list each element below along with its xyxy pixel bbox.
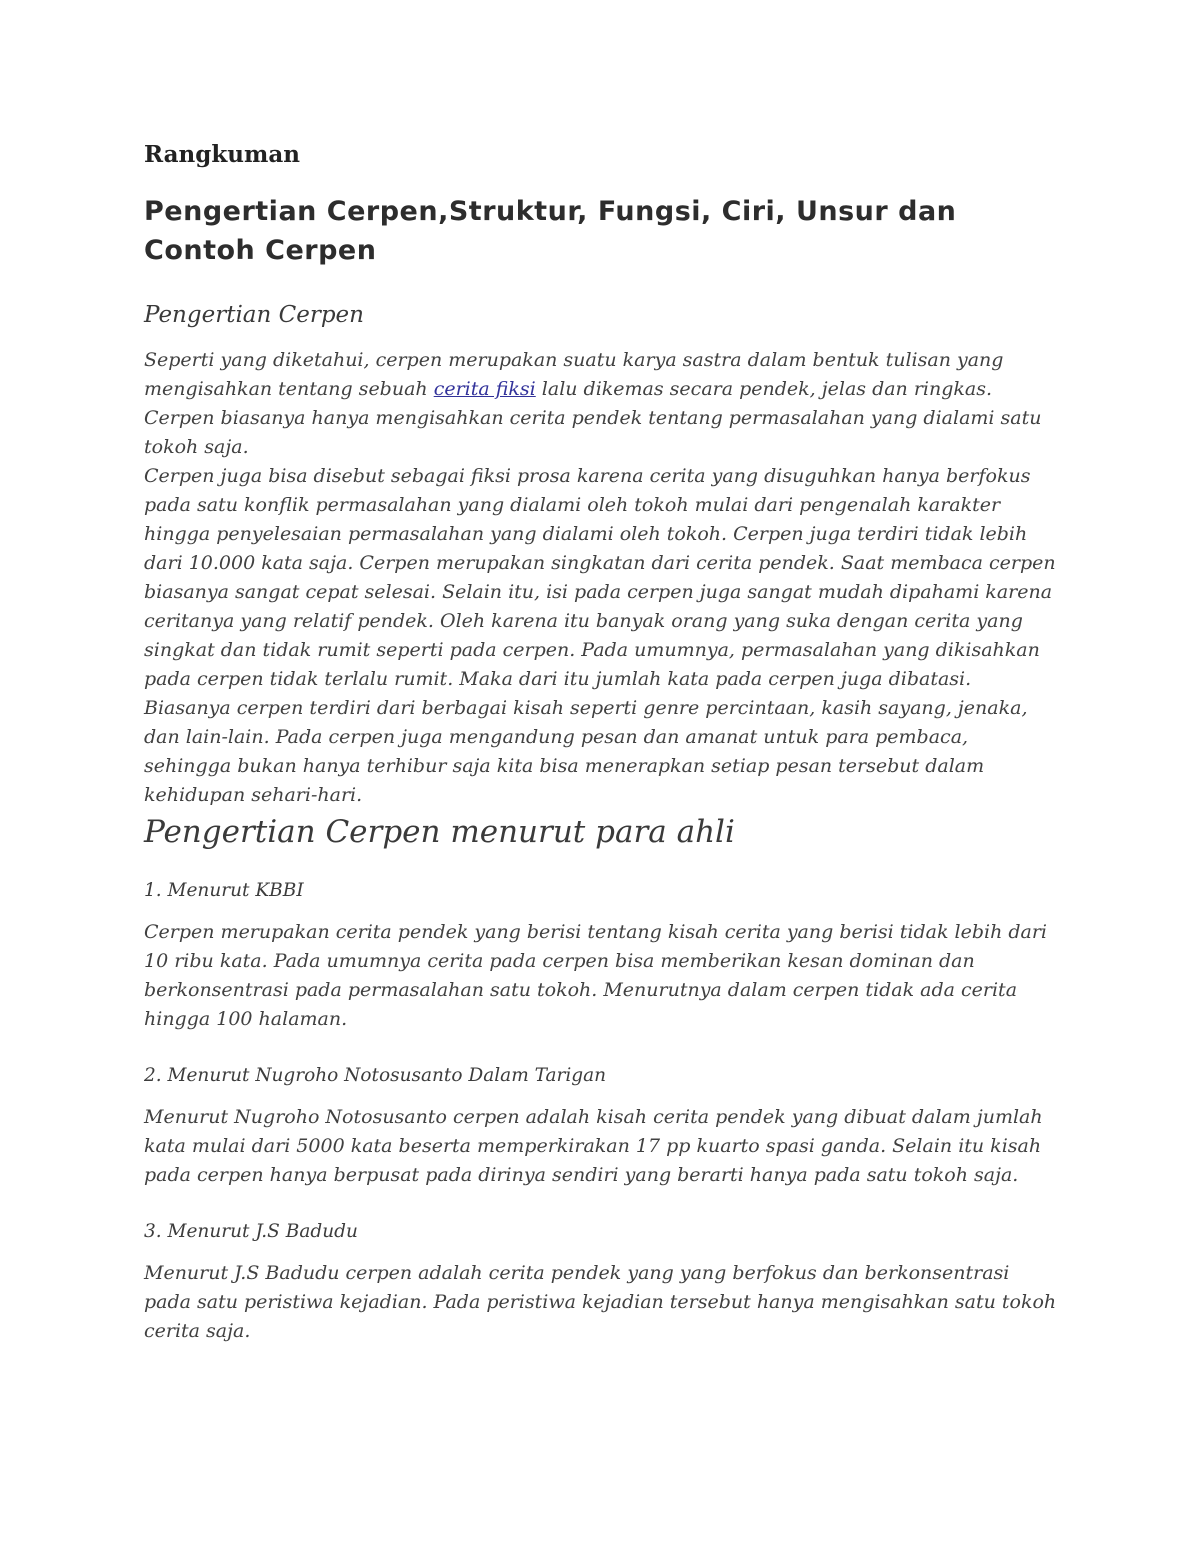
expert-section-nugroho [144, 1065, 1058, 1190]
expert-paragraph-kbbi: Cerpen merupakan cerita pendek yang berisi tentang kisah cerita yang berisi tidak lebih dari 10 ribu kata. Pada umumnya cerita pada cerpen bisa memberikan kesan dominan dan berkonsentrasi pada permasalahan satu tokoh. Menurutnya dalam cerpen tidak ada cerita hingga 100 halaman. [144, 921, 1048, 1031]
overview-paragraph: Cerpen juga bisa disebut sebagai fiksi prosa karena cerita yang disuguhkan hanya berfokus pada satu konflik permasalahan yang dialami oleh tokoh mulai dari pengenalah karakter hingga penyelesaian permasalahan yang dialami oleh tokoh. Cerpen juga terdiri tidak lebih dari 10.000 kata saja. Cerpen merupakan singkatan dari cerita pendek. Saat membaca cerpen biasanya sangat cepat selesai. Selain itu, isi pada cerpen juga sangat mudah dipahami karena ceritanya yang relatif pendek. Oleh karena itu banyak orang yang suka dengan cerita yang singkat dan tidak rumit seperti pada cerpen. Pada umumnya, permasalahan yang dikisahkan pada cerpen tidak terlalu rumit. Maka dari itu jumlah kata pada cerpen juga dibatasi. Biasanya cerpen terdiri dari berbagai kisah seperti genre percintaan, kasih sayang, jenaka, dan lain-lain. Pada cerpen juga mengandung pesan dan amanat untuk para pembaca, sehingga bukan hanya terhibur saja kita bisa menerapkan setiap pesan tersebut dalam kehidupan sehari-hari. [144, 465, 1056, 807]
intro-text-after-link: lalu dikemas secara pendek, jelas dan ringkas. Cerpen biasanya hanya mengisahkan cerita pendek tentang permasalahan yang dialami satu tokoh saja. [144, 378, 1042, 459]
expert-section-kbbi [144, 880, 1058, 1034]
section-heading-pengertian-cerpen: Pengertian Cerpen [144, 302, 364, 329]
expert-label-badudu: 3. Menurut J.S Badudu [144, 1221, 358, 1243]
expert-paragraph-badudu: Menurut J.S Badudu cerpen adalah cerita pendek yang yang berfokus dan berkonsentrasi pada satu peristiwa kejadian. Pada peristiwa kejadian tersebut hanya mengisahkan satu tokoh cerita saja. [144, 1262, 1057, 1343]
document-title: Rangkuman [144, 141, 300, 168]
intro-paragraph [144, 346, 1058, 462]
intro-text-before-link: Seperti yang diketahui, cerpen merupakan suatu karya sastra dalam bentuk tulisan yang mengisahkan tentang sebuah [144, 349, 1004, 401]
expert-paragraph-nugroho: Menurut Nugroho Notosusanto cerpen adalah kisah cerita pendek yang dibuat dalam jumlah kata mulai dari 5000 kata beserta memperkirakan 17 pp kuarto spasi ganda. Selain itu kisah pada cerpen hanya berpusat pada dirinya sendiri yang berarti hanya pada satu tokoh saja. [144, 1106, 1043, 1187]
experts-section-heading: Pengertian Cerpen menurut para ahli [144, 814, 735, 851]
main-heading: Pengertian Cerpen,Struktur, Fungsi, Ciri, Unsur dan Contoh Cerpen [144, 196, 957, 267]
expert-section-badudu [144, 1221, 1058, 1346]
cerita-fiksi-link[interactable]: cerita fiksi [433, 378, 536, 401]
expert-label-nugroho: 2. Menurut Nugroho Notosusanto Dalam Tarigan [144, 1065, 607, 1087]
expert-label-kbbi: 1. Menurut KBBI [144, 880, 304, 902]
